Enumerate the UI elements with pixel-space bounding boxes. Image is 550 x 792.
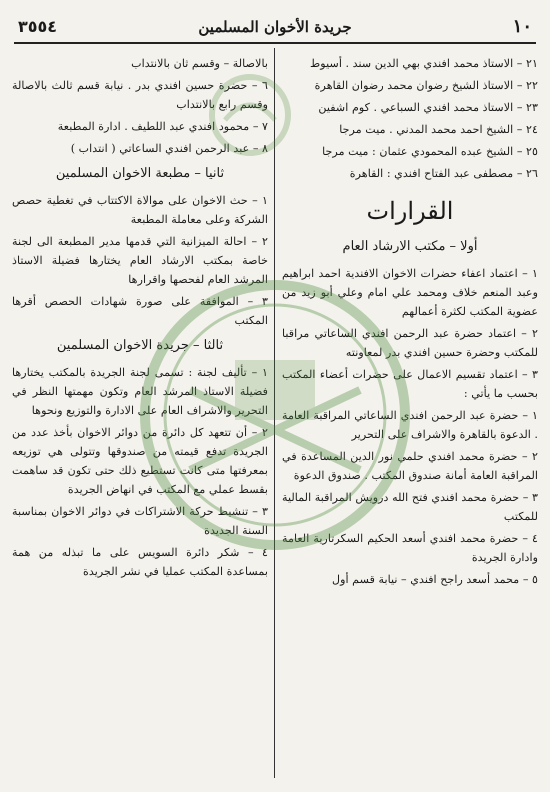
decision-item: ٣ – اعتماد تقسيم الاعمال على حضرات أعضاء المكتب بحسب ما يأتي : — [282, 368, 538, 400]
decision-item: ٢ – حضرة محمد افندي حلمي نور الدين المساعدة في المراقبة العامة أمانة صندوق المكتب . صندوق الدعوة — [282, 450, 538, 482]
press-item: ٢ – احالة الميزانية التي قدمها مدير المطبعة الى لجنة خاصة بمكتب الارشاد العام يختارها فضيلة الاستاذ المرشد العام لفحصها واقرارها — [12, 235, 268, 286]
decision-item: ٥ – محمد أسعد راجح افندي – نيابة قسم أول — [331, 573, 538, 586]
press-item: ١ – حث الاخوان على موالاة الاكتتاب في تغطية حصص الشركة وعلى معاملة المطبعة — [12, 194, 268, 226]
newspaper-item: ٣ – تنشيط حركة الاشتراكات في دوائر الاخوان بمناسبة السنة الجديدة — [12, 505, 268, 537]
decision-item: ١ – اعتماد اعفاء حضرات الاخوان الافندية احمد ابراهيم وعبد المنعم خلاف ومحمد علي امام وعلي أبو زيد من عضوية المكتب لكثرة أعمالهم — [282, 267, 538, 318]
decision-item: ٤ – حضرة محمد افندي أسعد الحكيم السكرتارية العامة وادارة الجريدة — [282, 532, 538, 564]
decision-item: ١ – حضرة عبد الرحمن افندي الساعاتي المراقبة العامة . الدعوة بالقاهرة والاشراف على التحرير — [282, 409, 538, 441]
assignment-item: ٦ – حضرة حسين افندي بدر . نيابة قسم ثالث بالاصالة وقسم رابع بالانتداب — [12, 79, 268, 111]
page-number: ١٠ — [512, 16, 532, 37]
member-item: ٢٢ – الاستاذ الشيخ رضوان محمد رضوان القاهرة — [314, 79, 538, 92]
column-divider — [274, 48, 275, 778]
newspaper-item: ٢ – أن تتعهد كل دائرة من دوائر الاخوان بأخذ عدد من الجريدة تدفع قيمته من صندوقها وتتولى هي توزيعه بمعرفتها متى كانت تستطيع ذلك حتى تكون قد ساهمت بقسط عملي مع المكتب في انهاض الجريدة — [12, 426, 268, 496]
assignment-item: ٧ – محمود افندي عبد اللطيف . ادارة المطبعة — [57, 120, 268, 133]
member-item: ٢٦ – مصطفى عبد الفتاح افندي : القاهرة — [349, 167, 538, 180]
issue-number: ٣٥٥٤ — [18, 17, 58, 36]
section-heading-newspaper: ثالثا – جريدة الاخوان المسلمين — [56, 338, 224, 353]
newspaper-item: ١ – تأليف لجنة : تسمى لجنة الجريدة بالمكتب يختارها فضيلة الاستاذ المرشد العام وتكون مهمتها النظر في التحرير والاشراف العام على الادارة والتوزيع ونحوها — [12, 366, 268, 417]
left-column — [12, 54, 268, 779]
assignment-item: ٨ – عبد الرحمن افندي الساعاتي ( انتداب ) — [70, 142, 268, 155]
section-heading-guidance-office: أولا – مكتب الارشاد العام — [342, 239, 478, 254]
member-item: ٢٣ – الاستاذ محمد افندي السباعي . كوم اشفين — [318, 101, 538, 114]
member-item: ٢٤ – الشيخ احمد محمد المدني . ميت مرجا — [339, 123, 538, 136]
newspaper-title: جريدة الأخوان المسلمين — [198, 18, 352, 36]
page-header — [14, 14, 536, 44]
newspaper-item: ٤ – شكر دائرة السويس على ما تبذله من همة بمساعدة المكتب عمليا في نشر الجريدة — [12, 546, 268, 578]
member-item: ٢١ – الاستاذ محمد افندي بهي الدين سند . أسيوط — [309, 57, 538, 70]
section-heading-press: ثانيا – مطبعة الاخوان المسلمين — [55, 166, 225, 181]
press-item: ٣ – الموافقة على صورة شهادات الحصص أقرها المكتب — [12, 295, 268, 327]
decision-item: ٣ – حضرة محمد افندي فتح الله درويش المراقبة المالية للمكتب — [282, 491, 538, 523]
right-column — [282, 54, 538, 779]
member-item: ٢٥ – الشيخ عبده المحمودي عثمان : ميت مرجا — [322, 145, 538, 158]
decision-item: ٢ – اعتماد حضرة عبد الرحمن افندي الساعاتي مراقبا للمكتب وحضرة حسين افندي بدر لمعاونته — [282, 327, 538, 359]
assignment-item: بالاصالة – وقسم ثان بالانتداب — [131, 57, 268, 70]
decisions-heading: القرارات — [366, 197, 454, 225]
